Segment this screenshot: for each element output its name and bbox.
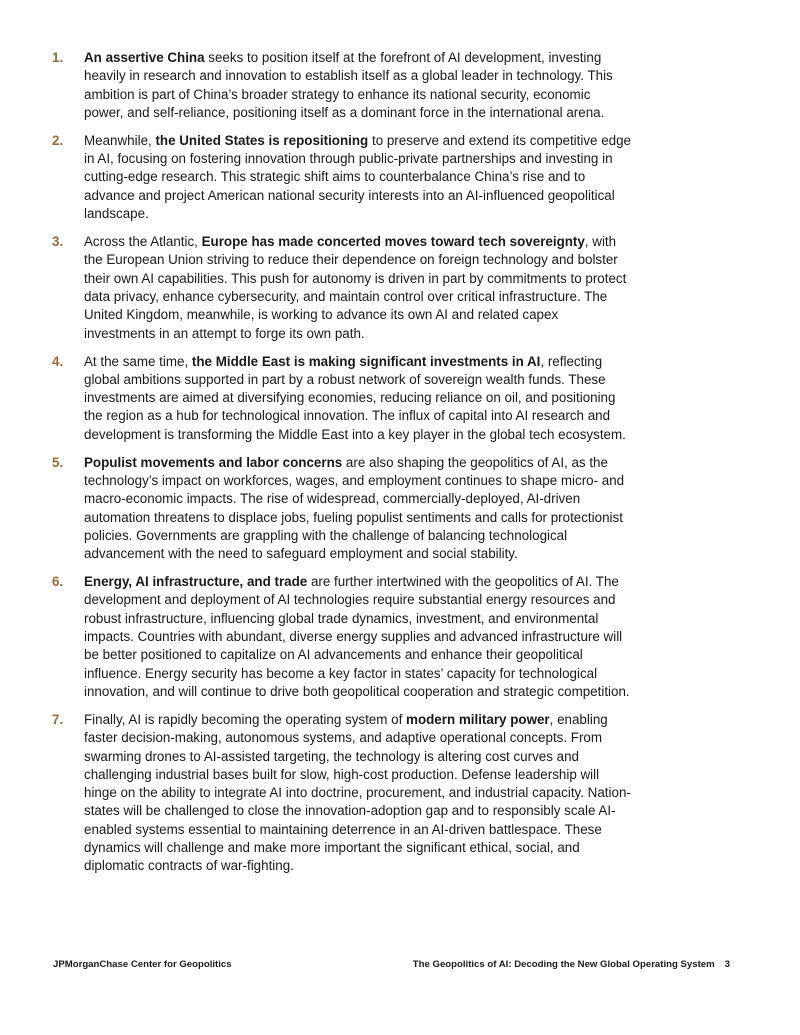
item-text-pre: Finally, AI is rapidly becoming the operating system of <box>84 711 407 727</box>
item-number: 7. <box>52 711 64 727</box>
list-item-4 <box>52 353 632 444</box>
item-text-post: , reflecting global ambitions supported in part by a robust network of sovereign wealth funds. These investments are aimed at diversifying economies, reducing reliance on oil, and positioning the region as a hub for technological innovation. The influx of capital into AI research and development is transforming the Middle East into a key player in the global tech ecosystem. <box>84 353 626 442</box>
item-number: 5. <box>52 454 64 470</box>
footer-document-title <box>413 959 730 970</box>
item-number: 2. <box>52 132 64 148</box>
item-text-bold: Europe has made concerted moves toward tech sovereignty <box>201 234 585 250</box>
item-text-bold: Energy, AI infrastructure, and trade <box>84 574 308 590</box>
list-item-2 <box>52 132 632 223</box>
page-number: 3 <box>724 959 730 970</box>
item-text-post: , enabling faster decision-making, autonomous systems, and adaptive operational concepts. From swarming drones to AI-assisted targeting, the technology is altering cost curves and challenging industrial bases built for slow, high-cost production. Defense leadership will hinge on the ability to integrate AI into doctrine, procurement, and industrial capacity. Nation-states will be challenged to close the innovation-adoption gap and to responsibly scale AI-enabled systems essential to maintaining deterrence in an AI-driven battlespace. These dynamics will challenge and make more important the significant ethical, social, and diplomatic contracts of war-fighting. <box>84 711 631 874</box>
item-text-bold: Populist movements and labor concerns <box>84 454 343 470</box>
list-item-7 <box>52 711 632 876</box>
item-text-pre: At the same time, <box>84 353 192 369</box>
item-number: 6. <box>52 574 64 590</box>
item-number: 1. <box>52 50 64 65</box>
item-number: 3. <box>52 234 64 250</box>
item-text-post: , with the European Union striving to reduce their dependence on foreign technology and bolster their own AI capabilities. This push for autonomy is driven in part by commitments to protect data privacy, enhance cybersecurity, and maintain control over critical infrastructure. The United Kingdom, meanwhile, is working to advance its own AI and related capex investments in an attempt to forge its own path. <box>84 234 627 341</box>
numbered-list <box>52 49 632 885</box>
list-item-1 <box>52 49 632 122</box>
item-text-bold: An assertive China <box>84 50 205 65</box>
item-text-pre: Across the Atlantic, <box>84 234 202 250</box>
footer-organization: JPMorganChase Center for Geopolitics <box>53 959 232 970</box>
item-text-post: are further intertwined with the geopolitics of AI. The development and deployment of AI technologies require substantial energy resources and robust infrastructure, influencing global trade dynamics, investment, and environmental impacts. Countries with abundant, diverse energy supplies and advanced infrastructure will be better positioned to capitalize on AI advancements and enhance their geopolitical influence. Energy security has become a key factor in states’ capacity for technological innovation, and will continue to drive both geopolitical cooperation and strategic competition. <box>84 574 630 699</box>
list-item-6 <box>52 573 632 701</box>
item-text-post: are also shaping the geopolitics of AI, as the technology’s impact on workforces, wages, and employment continues to shape micro- and macro-economic impacts. The rise of widespread, commercially-deployed, AI-driven automation threatens to displace jobs, fueling populist sentiments and calls for protectionist policies. Governments are grappling with the challenge of balancing technological advancement with the need to safeguard employment and social stability. <box>84 454 625 562</box>
list-item-3 <box>52 233 632 343</box>
item-text-bold: the Middle East is making significant investments in AI <box>191 353 541 369</box>
item-number: 4. <box>52 353 64 369</box>
item-text-bold: modern military power <box>406 711 550 727</box>
item-text-post: seeks to position itself at the forefront of AI development, investing heavily in research and innovation to establish itself as a global leader in technology. This ambition is part of China’s broader strategy to enhance its national security, economic power, and self-reliance, positioning itself as a dominant force in the international arena. <box>84 50 613 120</box>
list-item-5 <box>52 454 632 564</box>
item-text-bold: the United States is repositioning <box>155 132 369 148</box>
footer-title-text: The Geopolitics of AI: Decoding the New Global Operating System <box>412 959 715 970</box>
item-text-post: to preserve and extend its competitive edge in AI, focusing on fostering innovation through public-private partnerships and investing in cutting-edge research. This strategic shift aims to counterbalance China’s rise and to advance and project American national security interests into an AI-influenced geopolitical landscape. <box>84 132 632 222</box>
item-text-pre: Meanwhile, <box>84 132 156 148</box>
